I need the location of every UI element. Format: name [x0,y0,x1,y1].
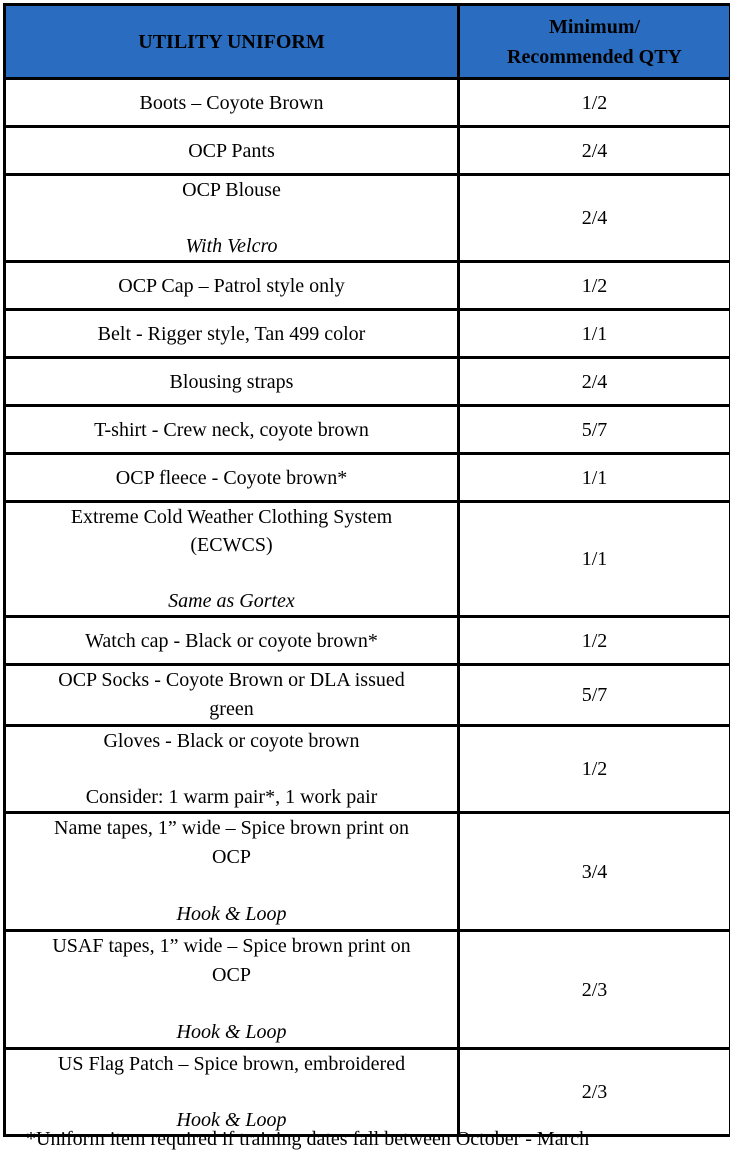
item-name-line1: OCP Socks - Coyote Brown or DLA issued [58,669,405,691]
table-row [5,726,730,813]
qty-cell: 2/4 [459,358,730,406]
item-name-line1: USAF tapes, 1” wide – Spice brown print on [52,935,411,957]
item-cell: OCP Cap – Patrol style only [5,262,459,310]
table-row [5,79,730,127]
item-name-line2: (ECWCS) [190,534,273,556]
footnote: *Uniform item required if training dates fall between October - March [26,1128,590,1150]
table-row [5,1049,730,1136]
table-row [5,502,730,617]
item-name: OCP Blouse [182,179,281,201]
item-note: With Velcro [185,235,278,257]
item-cell [5,665,459,726]
item-name-line2: green [209,698,254,720]
item-note: Hook & Loop [176,1109,287,1131]
header-item: UTILITY UNIFORM [5,5,459,79]
item-name-line1: Extreme Cold Weather Clothing System [70,506,393,528]
header-qty-line2: Recommended QTY [507,45,682,68]
item-cell [5,813,459,931]
item-cell: Watch cap - Black or coyote brown* [5,617,459,665]
item-note: Hook & Loop [176,1021,287,1043]
item-cell: Boots – Coyote Brown [5,79,459,127]
table-row [5,454,730,502]
qty-cell: 5/7 [459,406,730,454]
item-name-line2: OCP [212,846,251,868]
qty-cell: 2/3 [459,931,730,1049]
utility-uniform-table [3,3,730,1137]
item-note: Hook & Loop [176,903,287,925]
table-row [5,310,730,358]
item-cell: OCP fleece - Coyote brown* [5,454,459,502]
item-cell [5,1049,459,1136]
table-row [5,931,730,1049]
table-row [5,358,730,406]
qty-cell: 1/2 [459,79,730,127]
qty-cell: 5/7 [459,665,730,726]
item-name: US Flag Patch – Spice brown, embroidered [57,1053,406,1075]
item-cell [5,931,459,1049]
table-row [5,262,730,310]
header-qty-line1: Minimum/ [548,15,641,38]
table-header-row [5,5,730,79]
table-row [5,813,730,931]
item-cell: Blousing straps [5,358,459,406]
item-cell: OCP Pants [5,127,459,175]
header-qty [459,5,730,79]
qty-cell: 2/4 [459,175,730,262]
qty-cell: 3/4 [459,813,730,931]
qty-cell: 2/3 [459,1049,730,1136]
item-name-line2: OCP [212,964,251,986]
item-cell [5,175,459,262]
table-row [5,175,730,262]
qty-cell: 1/2 [459,726,730,813]
item-cell: Belt - Rigger style, Tan 499 color [5,310,459,358]
table-row [5,617,730,665]
qty-cell: 1/2 [459,617,730,665]
item-cell [5,502,459,617]
table-row [5,665,730,726]
item-note: Consider: 1 warm pair*, 1 work pair [85,786,378,808]
qty-cell: 1/1 [459,310,730,358]
item-note: Same as Gortex [168,590,295,612]
item-name-line1: Name tapes, 1” wide – Spice brown print on [54,817,409,839]
item-cell: T-shirt - Crew neck, coyote brown [5,406,459,454]
item-cell [5,726,459,813]
qty-cell: 1/1 [459,454,730,502]
table-row [5,406,730,454]
qty-cell: 1/2 [459,262,730,310]
qty-cell: 2/4 [459,127,730,175]
table-row [5,127,730,175]
item-name: Gloves - Black or coyote brown [103,730,360,752]
qty-cell: 1/1 [459,502,730,617]
